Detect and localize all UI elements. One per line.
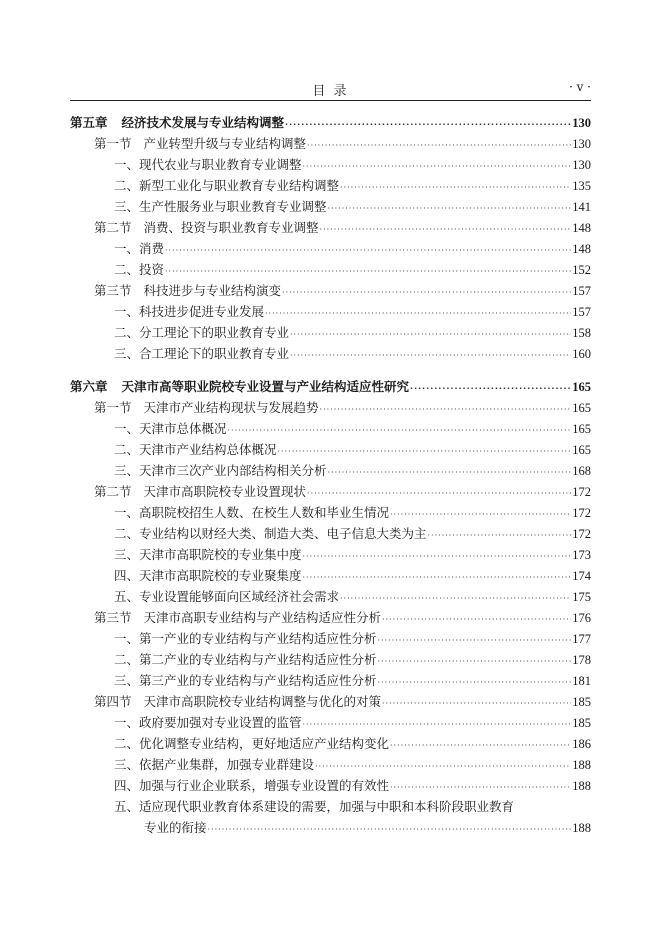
toc-subsection: [70, 817, 591, 838]
toc-page-number: 168: [572, 464, 591, 478]
toc-page-number: 148: [572, 221, 591, 235]
toc-entry-title: 一、政府要加强对专业设置的监管: [114, 715, 302, 730]
toc-page-number: 165: [572, 422, 591, 436]
toc-entry-number: 第三节: [94, 610, 132, 625]
dot-leader: [165, 261, 571, 282]
header-title: 目 录: [312, 84, 349, 99]
toc-chapter: [70, 112, 591, 133]
toc-entry-title: 天津市高等职业院校专业设置与产业结构适应性研究: [121, 379, 410, 394]
dot-leader: [378, 672, 572, 693]
toc-subsection: [70, 796, 591, 817]
header-page-number: · v ·: [568, 80, 591, 94]
toc-subsection: [70, 196, 591, 217]
toc-subsection: [70, 712, 591, 733]
toc-entry-title: 科技进步与专业结构演变: [143, 283, 282, 298]
toc-entry-title: 二、优化调整专业结构，更好地适应产业结构变化: [114, 736, 390, 751]
toc-section: [70, 280, 591, 301]
toc-subsection: [70, 565, 591, 586]
toc-entry-title: 一、现代农业与职业教育专业调整: [114, 157, 302, 172]
toc-entry-title: 四、加强与行业企业联系，增强专业设置的有效性: [114, 778, 390, 793]
toc-page-number: 188: [572, 758, 591, 772]
toc-page-number: 178: [572, 653, 591, 667]
dot-leader: [282, 282, 571, 303]
toc-entry-number: 第六章: [70, 379, 108, 394]
toc-page-number: 172: [572, 527, 591, 541]
dot-leader: [303, 567, 572, 588]
toc-entry-title: 三、天津市高职院校的专业集中度: [114, 547, 302, 562]
toc-subsection: [70, 418, 591, 439]
toc-chapter: [70, 376, 591, 397]
dot-leader: [340, 177, 571, 198]
dot-leader: [382, 609, 571, 630]
dot-leader: [208, 819, 572, 840]
toc-page-number: 173: [572, 548, 591, 562]
dot-leader: [290, 345, 571, 366]
toc-page-number: 172: [572, 506, 591, 520]
dot-leader: [285, 114, 571, 135]
toc-subsection: [70, 586, 591, 607]
toc-section: [70, 607, 591, 628]
toc-entry-number: 第二节: [94, 220, 132, 235]
toc-entry-title: 一、天津市总体概况: [114, 421, 227, 436]
dot-leader: [303, 546, 572, 567]
toc-entry-number: 第二节: [94, 484, 132, 499]
toc-entry-title: 二、分工理论下的职业教育专业: [114, 325, 290, 340]
toc-subsection: [70, 670, 591, 691]
toc-entry-title: 三、第三产业的专业结构与产业结构适应性分析: [114, 673, 377, 688]
toc-subsection: [70, 502, 591, 523]
toc-entry-title: 天津市产业结构现状与发展趋势: [143, 400, 319, 415]
toc-entry-title: 二、天津市产业结构总体概况: [114, 442, 277, 457]
toc-page-number: 130: [572, 158, 591, 172]
toc-page-number: 165: [572, 380, 591, 394]
dot-leader: [303, 156, 572, 177]
toc-entry-title: 天津市高职院校专业结构调整与优化的对策: [143, 694, 382, 709]
dot-leader: [320, 399, 572, 420]
toc-page-number: 157: [572, 284, 591, 298]
toc-entry-title: 二、专业结构以财经大类、制造大类、电子信息大类为主: [114, 526, 427, 541]
toc-entry-title: 消费、投资与职业教育专业调整: [143, 220, 319, 235]
toc-section: [70, 481, 591, 502]
toc-page-number: 148: [572, 242, 591, 256]
toc-page-number: 165: [572, 401, 591, 415]
toc-entry-title: 三、天津市三次产业内部结构相关分析: [114, 463, 327, 478]
toc-subsection: [70, 439, 591, 460]
toc-section: [70, 217, 591, 238]
toc-subsection: [70, 754, 591, 775]
toc-page-number: 176: [572, 611, 591, 625]
toc-page-number: 172: [572, 485, 591, 499]
toc-page-number: 181: [572, 674, 591, 688]
toc-entry-number: 第五章: [70, 115, 108, 130]
table-of-contents: [70, 112, 591, 838]
dot-leader: [428, 525, 572, 546]
toc-page-number: 165: [572, 443, 591, 457]
toc-subsection: [70, 628, 591, 649]
toc-entry-title: 一、高职院校招生人数、在校生人数和毕业生情况: [114, 505, 390, 520]
toc-section: [70, 691, 591, 712]
toc-subsection: [70, 544, 591, 565]
dot-leader: [382, 693, 571, 714]
toc-subsection: [70, 733, 591, 754]
dot-leader: [265, 303, 571, 324]
dot-leader: [340, 588, 571, 609]
dot-leader: [378, 630, 572, 651]
dot-leader: [390, 777, 571, 798]
toc-subsection: [70, 523, 591, 544]
toc-subsection: [70, 460, 591, 481]
dot-leader: [390, 735, 571, 756]
toc-entry-title: 天津市高职专业结构与产业结构适应性分析: [143, 610, 382, 625]
toc-entry-title: 专业的衔接: [144, 820, 207, 835]
toc-page-number: 135: [572, 179, 591, 193]
dot-leader: [228, 420, 572, 441]
dot-leader: [390, 504, 571, 525]
toc-subsection: [70, 301, 591, 322]
toc-entry-title: 三、合工理论下的职业教育专业: [114, 346, 290, 361]
toc-page-number: 141: [572, 200, 591, 214]
toc-section: [70, 133, 591, 154]
toc-page-number: 177: [572, 632, 591, 646]
toc-subsection: [70, 175, 591, 196]
toc-subsection: [70, 343, 591, 364]
running-header: [70, 80, 591, 100]
dot-leader: [303, 714, 572, 735]
dot-leader: [290, 324, 571, 345]
toc-entry-number: 第一节: [94, 136, 132, 151]
toc-page-number: 157: [572, 305, 591, 319]
dot-leader: [278, 441, 572, 462]
toc-page-number: 188: [572, 779, 591, 793]
toc-entry-title: 二、新型工业化与职业教育专业结构调整: [114, 178, 340, 193]
toc-page-number: 130: [572, 116, 591, 130]
toc-subsection: [70, 775, 591, 796]
toc-page-number: 160: [572, 347, 591, 361]
dot-leader: [320, 219, 572, 240]
toc-subsection: [70, 322, 591, 343]
toc-entry-title: 四、天津市高职院校的专业聚集度: [114, 568, 302, 583]
toc-entry-title: 天津市高职院校专业设置现状: [143, 484, 307, 499]
dot-leader: [328, 198, 572, 219]
toc-entry-title: 经济技术发展与专业结构调整: [121, 115, 285, 130]
toc-entry-number: 第一节: [94, 400, 132, 415]
toc-page-number: 175: [572, 590, 591, 604]
toc-page-number: 152: [572, 263, 591, 277]
dot-leader: [307, 135, 571, 156]
toc-subsection: [70, 238, 591, 259]
toc-page-number: 158: [572, 326, 591, 340]
toc-entry-title: 二、投资: [114, 262, 165, 277]
toc-entry-title: 产业转型升级与专业结构调整: [143, 136, 307, 151]
toc-entry-title: 三、依据产业集群，加强专业群建设: [114, 757, 315, 772]
toc-page-number: 185: [572, 695, 591, 709]
toc-entry-title: 三、生产性服务业与职业教育专业调整: [114, 199, 327, 214]
toc-entry-title: 五、适应现代职业教育体系建设的需要，加强与中职和本科阶段职业教育: [114, 799, 515, 814]
toc-subsection: [70, 649, 591, 670]
toc-section: [70, 397, 591, 418]
dot-leader: [378, 651, 572, 672]
toc-entry-number: 第三节: [94, 283, 132, 298]
dot-leader: [410, 378, 571, 399]
toc-page-number: 185: [572, 716, 591, 730]
header-rule: [70, 100, 591, 101]
dot-leader: [307, 483, 571, 504]
toc-page-number: 174: [572, 569, 591, 583]
toc-subsection: [70, 154, 591, 175]
toc-page-number: 130: [572, 137, 591, 151]
toc-entry-number: 第四节: [94, 694, 132, 709]
toc-page-number: 186: [572, 737, 591, 751]
toc-entry-title: 一、科技进步促进专业发展: [114, 304, 265, 319]
toc-entry-title: 五、专业设置能够面向区域经济社会需求: [114, 589, 340, 604]
toc-entry-title: 二、第二产业的专业结构与产业结构适应性分析: [114, 652, 377, 667]
dot-leader: [328, 462, 572, 483]
dot-leader: [165, 240, 571, 261]
dot-leader: [315, 756, 571, 777]
toc-entry-title: 一、第一产业的专业结构与产业结构适应性分析: [114, 631, 377, 646]
toc-entry-title: 一、消费: [114, 241, 165, 256]
toc-subsection: [70, 259, 591, 280]
toc-page-number: 188: [572, 821, 591, 835]
